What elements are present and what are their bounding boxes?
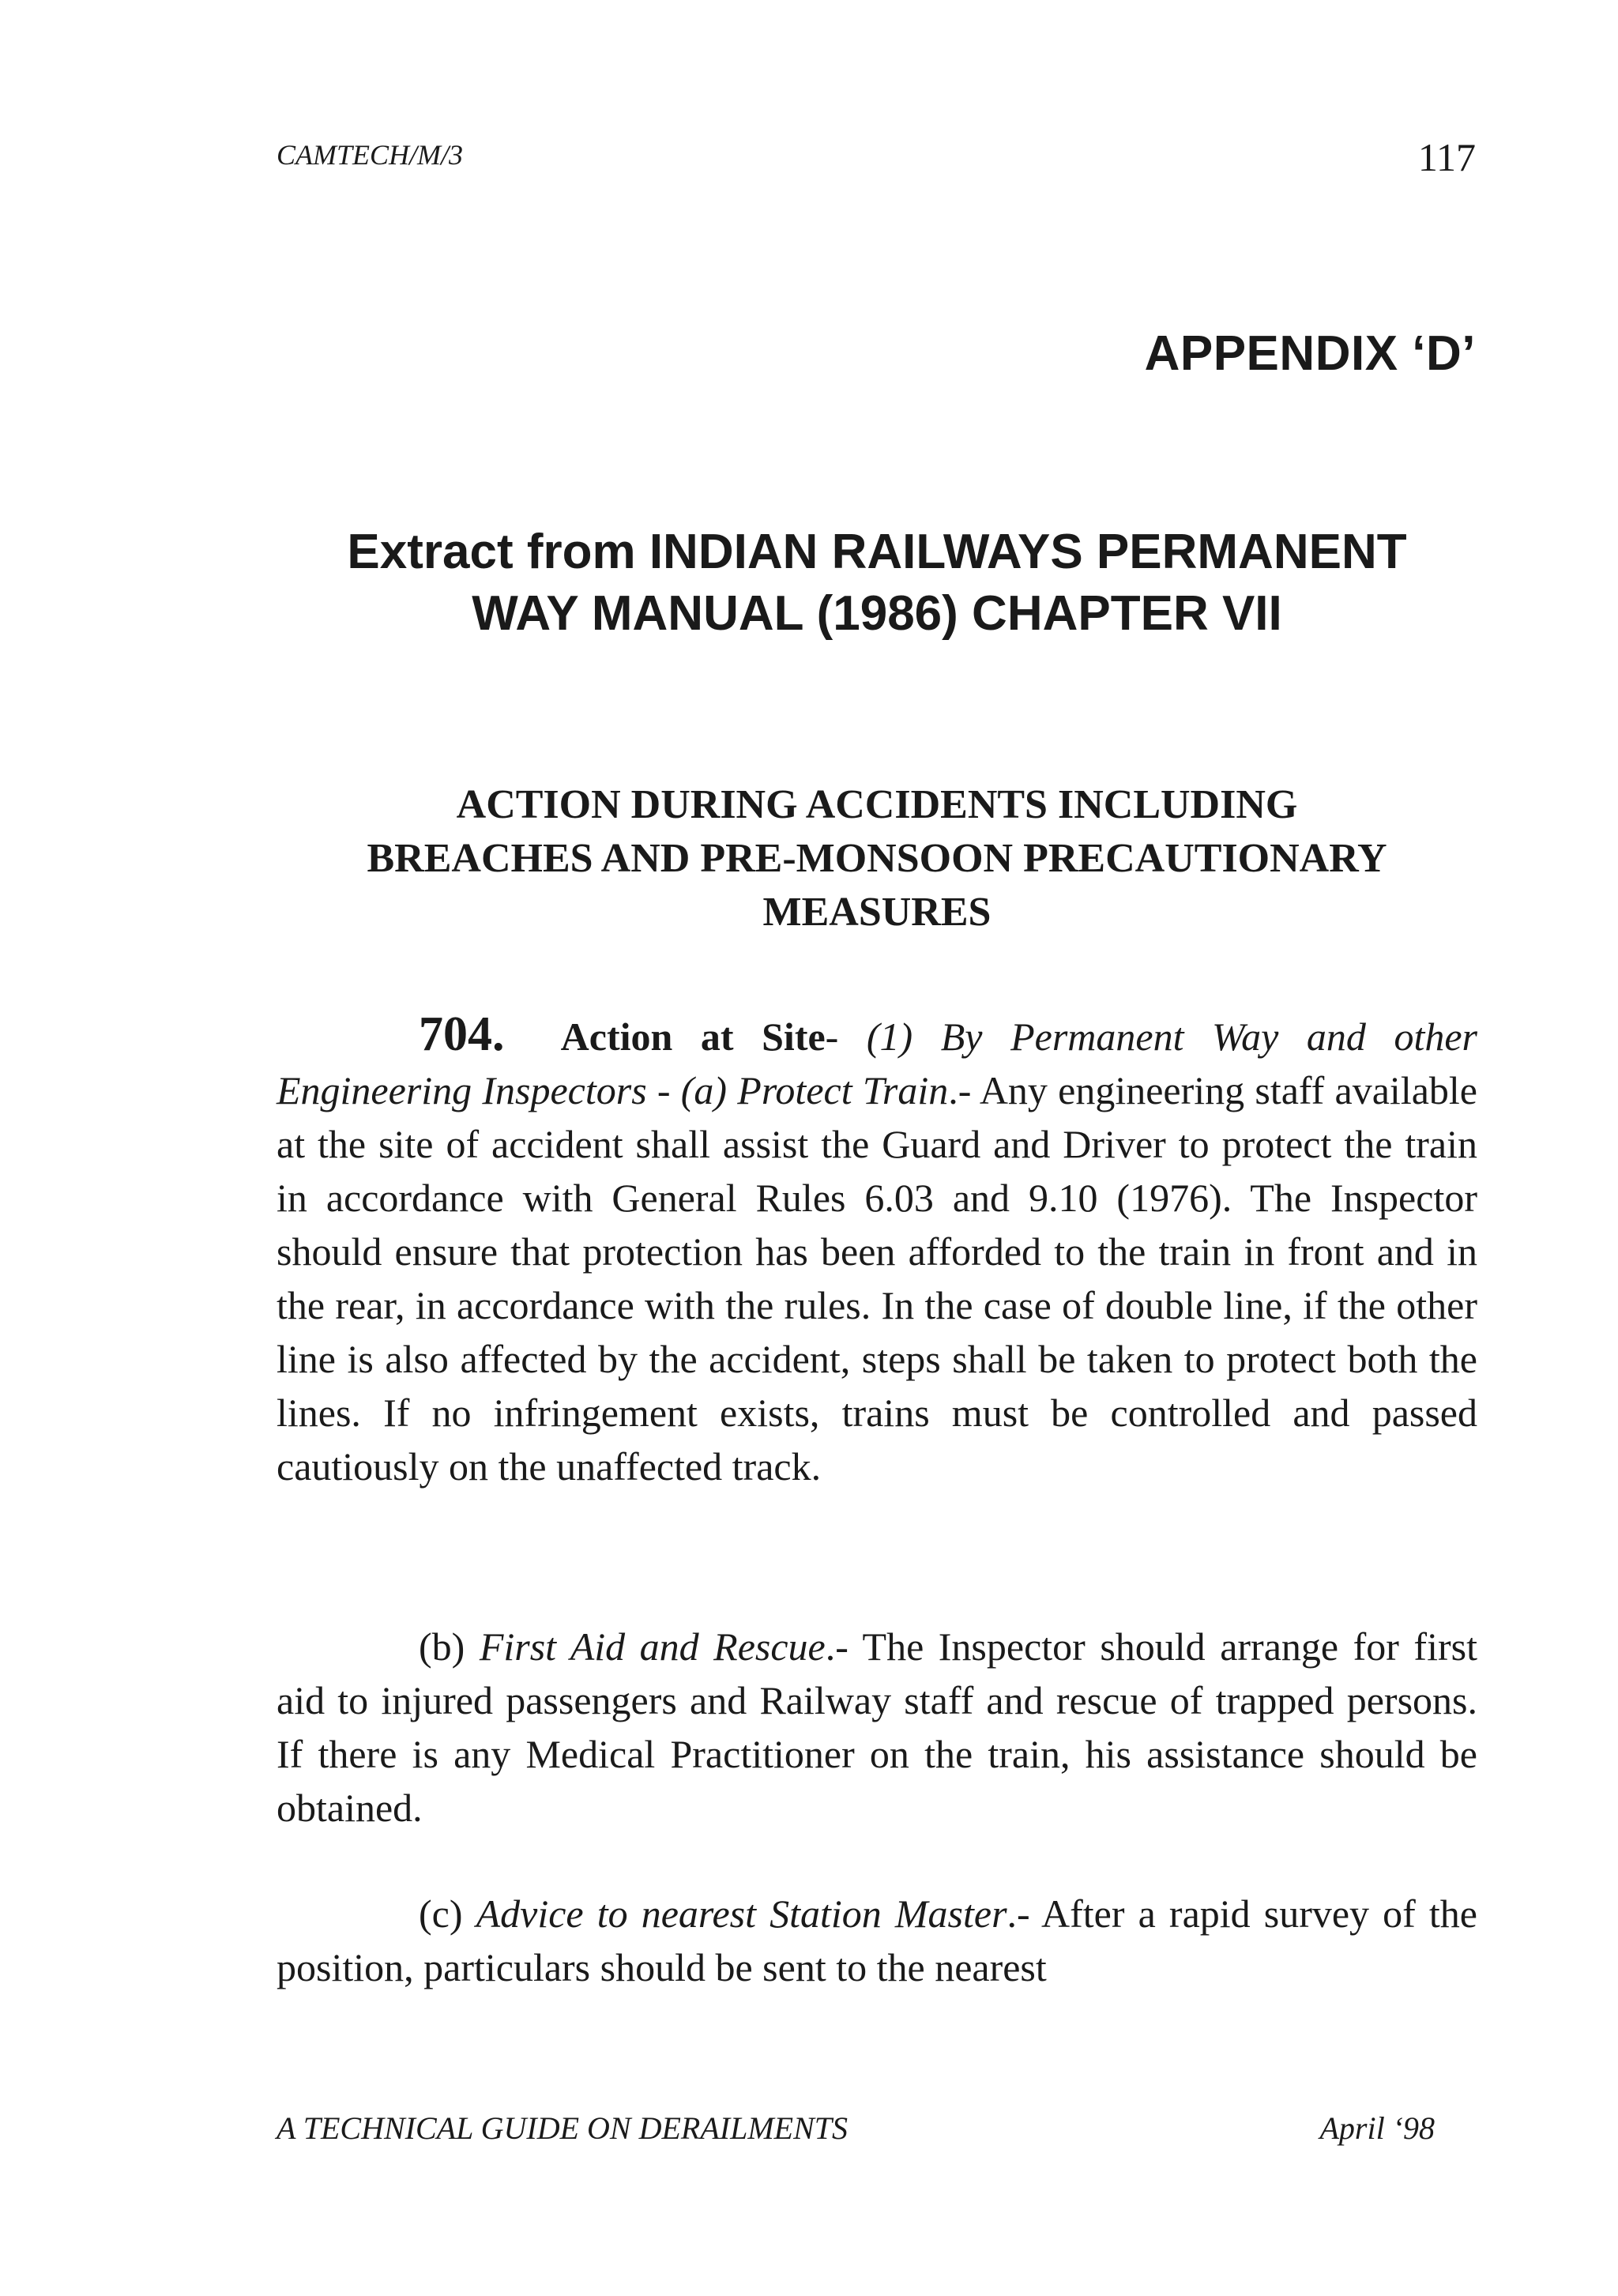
appendix-title: APPENDIX ‘D’ <box>1144 326 1476 381</box>
clause-c-label: (c) <box>419 1891 476 1936</box>
clause-c-paragraph <box>277 1887 1477 1994</box>
clause-text: .- Any engineering staff available at the site of accident shall assist the Guard and Driver to protect the train in accordance with General Rules 6.03 and 9.10 (1976). The Inspector should ensure that protection has been afforded to the train in front and in the rear, in accordance with the rules. In the case of double line, if the other line is also affected by the accident, steps shall be taken to protect both the lines. If no infringement exists, trains must be controlled and passed cautiously on the unaffected track. <box>277 1068 1477 1489</box>
clause-c-text: .- After a rapid survey of the position, particulars should be sent to the nearest <box>277 1891 1477 1989</box>
footer-date: April ‘98 <box>1319 2110 1435 2146</box>
section-heading-line-1: ACTION DURING ACCIDENTS INCLUDING <box>456 782 1298 827</box>
clause-704-paragraph <box>277 1007 1477 1493</box>
extract-title <box>277 521 1477 645</box>
clause-c-heading: Advice to nearest Station Master <box>476 1891 1007 1936</box>
clause-title: Action at Site <box>560 1014 826 1059</box>
document-reference: CAMTECH/M/3 <box>277 139 464 171</box>
footer-guide-title: A TECHNICAL GUIDE ON DERAILMENTS <box>277 2110 849 2146</box>
section-heading <box>277 778 1477 939</box>
clause-b-paragraph <box>277 1620 1477 1835</box>
extract-title-line-2: WAY MANUAL (1986) CHAPTER VII <box>472 586 1282 641</box>
section-heading-line-3: MEASURES <box>762 890 991 935</box>
section-heading-line-2: BREACHES AND PRE-MONSOON PRECAUTIONARY <box>367 836 1387 881</box>
clause-dash: - <box>825 1014 867 1059</box>
clause-b-heading: First Aid and Rescue <box>479 1624 826 1669</box>
clause-subheading: (1) By Permanent Way and other Engineering Inspectors - (a) Protect Train <box>277 1014 1477 1112</box>
clause-b-text: .- The Inspector should arrange for first aid to injured passengers and Railway staff and rescue of trapped persons. If there is any Medical Practitioner on the train, his assistance should be obtained. <box>277 1624 1477 1830</box>
extract-title-line-1: Extract from INDIAN RAILWAYS PERMANENT <box>347 525 1407 579</box>
clause-number: 704. <box>419 1007 505 1061</box>
page-number: 117 <box>1417 135 1476 179</box>
clause-b-label: (b) <box>419 1624 480 1669</box>
